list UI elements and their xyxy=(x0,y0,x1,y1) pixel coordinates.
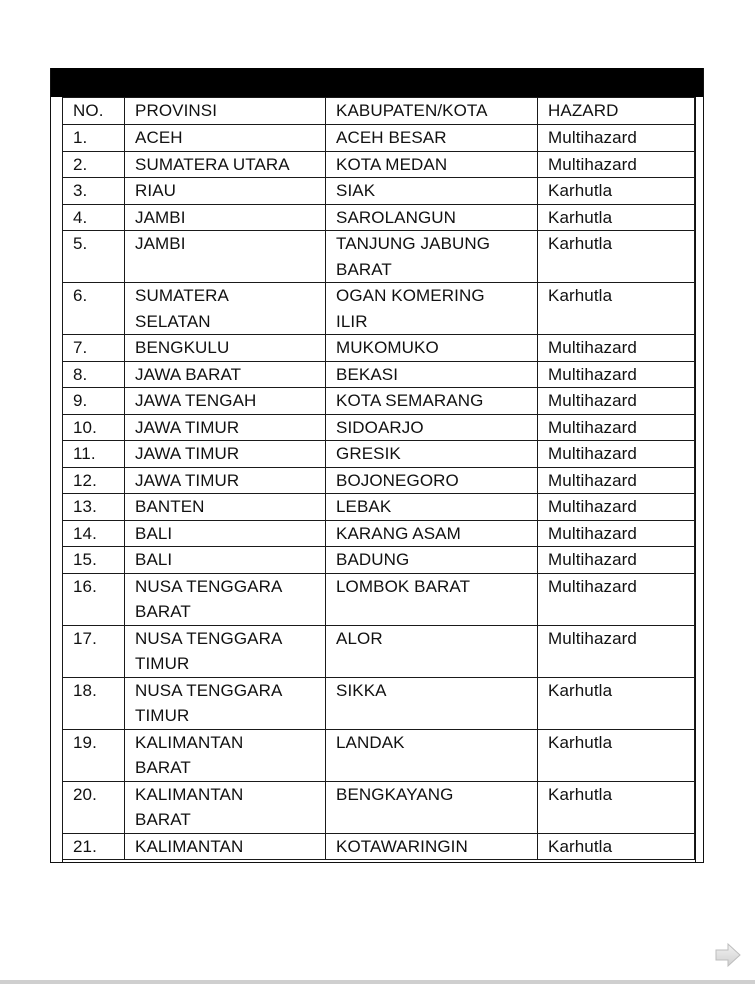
cell-provinsi: KALIMANTAN xyxy=(125,833,326,860)
bottom-divider xyxy=(0,980,755,984)
cell-kabupaten: ALOR xyxy=(326,625,538,677)
cell-provinsi: SUMATERA SELATAN xyxy=(125,283,326,335)
cell-no: 10. xyxy=(63,414,125,441)
cell-no: 3. xyxy=(63,178,125,205)
cell-no: 17. xyxy=(63,625,125,677)
table-row xyxy=(63,781,695,833)
table-row xyxy=(63,388,695,415)
cell-kabupaten: OGAN KOMERING ILIR xyxy=(326,283,538,335)
cell-hazard: Multihazard xyxy=(538,467,695,494)
cell-provinsi: KALIMANTAN BARAT xyxy=(125,729,326,781)
cell-provinsi: JAMBI xyxy=(125,204,326,231)
cell-hazard: Karhutla xyxy=(538,677,695,729)
cell-kabupaten: TANJUNG JABUNG BARAT xyxy=(326,231,538,283)
cell-provinsi: BENGKULU xyxy=(125,335,326,362)
cell-hazard: Multihazard xyxy=(538,520,695,547)
cell-hazard: Multihazard xyxy=(538,388,695,415)
table-row xyxy=(63,178,695,205)
cell-provinsi: SUMATERA UTARA xyxy=(125,151,326,178)
table-row xyxy=(63,833,695,860)
table-row xyxy=(63,547,695,574)
cell-kabupaten: SIKKA xyxy=(326,677,538,729)
cell-hazard: Multihazard xyxy=(538,547,695,574)
cell-kabupaten: LANDAK xyxy=(326,729,538,781)
column-header-kabupaten-kota: KABUPATEN/KOTA xyxy=(326,98,538,125)
cell-hazard: Multihazard xyxy=(538,625,695,677)
cell-hazard: Karhutla xyxy=(538,231,695,283)
cell-provinsi: NUSA TENGGARA TIMUR xyxy=(125,677,326,729)
cell-hazard: Multihazard xyxy=(538,335,695,362)
cell-kabupaten: BEKASI xyxy=(326,361,538,388)
cell-hazard: Karhutla xyxy=(538,781,695,833)
cell-provinsi: BANTEN xyxy=(125,494,326,521)
table-row xyxy=(63,677,695,729)
cell-hazard: Karhutla xyxy=(538,204,695,231)
cell-no: 19. xyxy=(63,729,125,781)
cell-kabupaten: BOJONEGORO xyxy=(326,467,538,494)
table-row xyxy=(63,204,695,231)
cell-no: 15. xyxy=(63,547,125,574)
next-page-button[interactable] xyxy=(714,942,742,968)
column-header-hazard: HAZARD xyxy=(538,98,695,125)
cell-kabupaten: KARANG ASAM xyxy=(326,520,538,547)
cell-provinsi: ACEH xyxy=(125,125,326,152)
cell-hazard: Multihazard xyxy=(538,151,695,178)
cell-provinsi: JAWA BARAT xyxy=(125,361,326,388)
cell-kabupaten: KOTA SEMARANG xyxy=(326,388,538,415)
cell-kabupaten: SAROLANGUN xyxy=(326,204,538,231)
cell-no: 1. xyxy=(63,125,125,152)
table-row xyxy=(63,467,695,494)
table-row xyxy=(63,335,695,362)
table-row xyxy=(63,414,695,441)
cell-no: 18. xyxy=(63,677,125,729)
column-header-no: NO. xyxy=(63,98,125,125)
cell-provinsi: JAMBI xyxy=(125,231,326,283)
cell-kabupaten: SIAK xyxy=(326,178,538,205)
table-row xyxy=(63,125,695,152)
cell-no: 5. xyxy=(63,231,125,283)
table-row xyxy=(63,494,695,521)
cell-provinsi: NUSA TENGGARA BARAT xyxy=(125,573,326,625)
cell-no: 8. xyxy=(63,361,125,388)
cell-provinsi: JAWA TENGAH xyxy=(125,388,326,415)
cell-provinsi: JAWA TIMUR xyxy=(125,441,326,468)
cell-no: 14. xyxy=(63,520,125,547)
cell-hazard: Multihazard xyxy=(538,494,695,521)
cell-hazard: Multihazard xyxy=(538,361,695,388)
cell-no: 2. xyxy=(63,151,125,178)
cell-provinsi: BALI xyxy=(125,547,326,574)
cell-hazard: Multihazard xyxy=(538,441,695,468)
cell-kabupaten: MUKOMUKO xyxy=(326,335,538,362)
cell-no: 11. xyxy=(63,441,125,468)
cell-provinsi: BALI xyxy=(125,520,326,547)
cell-kabupaten: LOMBOK BARAT xyxy=(326,573,538,625)
cell-hazard: Karhutla xyxy=(538,833,695,860)
cell-kabupaten: SIDOARJO xyxy=(326,414,538,441)
cell-kabupaten: KOTA MEDAN xyxy=(326,151,538,178)
cell-no: 6. xyxy=(63,283,125,335)
cell-kabupaten: KOTAWARINGIN xyxy=(326,833,538,860)
cell-hazard: Karhutla xyxy=(538,729,695,781)
cell-no: 9. xyxy=(63,388,125,415)
cell-no: 12. xyxy=(63,467,125,494)
table-row xyxy=(63,520,695,547)
cell-no: 7. xyxy=(63,335,125,362)
column-header-provinsi: PROVINSI xyxy=(125,98,326,125)
cell-provinsi: NUSA TENGGARA TIMUR xyxy=(125,625,326,677)
cell-kabupaten: ACEH BESAR xyxy=(326,125,538,152)
cell-no: 20. xyxy=(63,781,125,833)
cell-hazard: Karhutla xyxy=(538,178,695,205)
cell-hazard: Karhutla xyxy=(538,283,695,335)
cell-no: 16. xyxy=(63,573,125,625)
header-band xyxy=(51,68,703,97)
cell-hazard: Multihazard xyxy=(538,414,695,441)
cell-hazard: Multihazard xyxy=(538,573,695,625)
table-row xyxy=(63,283,695,335)
cell-kabupaten: LEBAK xyxy=(326,494,538,521)
cell-no: 4. xyxy=(63,204,125,231)
right-arrow-icon xyxy=(714,942,742,968)
cell-provinsi: RIAU xyxy=(125,178,326,205)
cell-hazard: Multihazard xyxy=(538,125,695,152)
table-row xyxy=(63,151,695,178)
cell-no: 21. xyxy=(63,833,125,860)
cell-provinsi: JAWA TIMUR xyxy=(125,414,326,441)
table-row xyxy=(63,625,695,677)
cell-kabupaten: GRESIK xyxy=(326,441,538,468)
cell-kabupaten: BENGKAYANG xyxy=(326,781,538,833)
table-row xyxy=(63,231,695,283)
cell-no: 13. xyxy=(63,494,125,521)
table-row xyxy=(63,441,695,468)
cell-kabupaten: BADUNG xyxy=(326,547,538,574)
cell-provinsi: KALIMANTAN BARAT xyxy=(125,781,326,833)
table-row xyxy=(63,361,695,388)
table-row xyxy=(63,573,695,625)
table-header-row xyxy=(63,98,695,125)
cell-provinsi: JAWA TIMUR xyxy=(125,467,326,494)
hazard-location-table xyxy=(62,97,695,860)
table-row xyxy=(63,729,695,781)
